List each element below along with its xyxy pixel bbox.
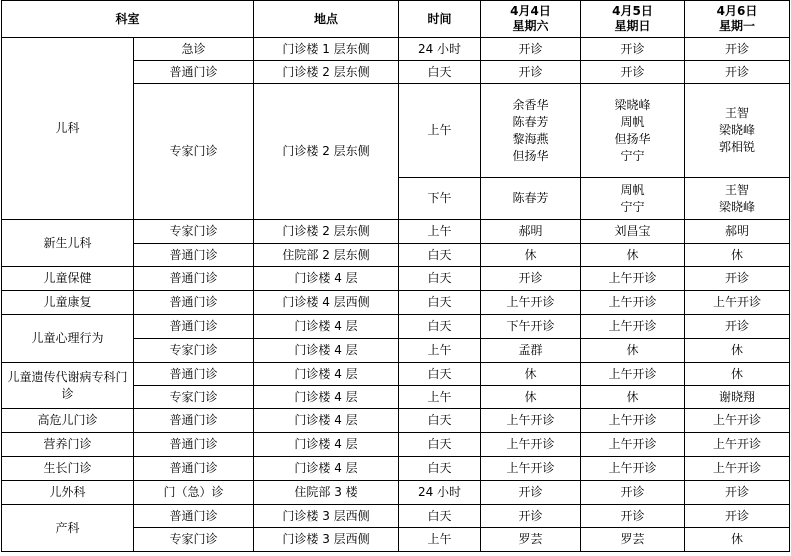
header-day-3 (685, 1, 790, 38)
clinic-location: 门诊楼 3 层西侧 (254, 528, 399, 552)
day-status: 上午开诊 (581, 457, 685, 481)
clinic-type: 普通门诊 (134, 433, 254, 457)
header-date: 4月6日 (716, 4, 758, 18)
clinic-time: 24 小时 (399, 481, 481, 505)
clinic-type: 专家门诊 (134, 528, 254, 552)
day-status: 休 (581, 339, 685, 363)
header-time: 时间 (399, 1, 481, 38)
clinic-time: 白天 (399, 433, 481, 457)
clinic-location: 门诊楼 4 层 (254, 339, 399, 363)
department-name: 营养门诊 (2, 433, 134, 457)
day-status: 上午开诊 (481, 457, 581, 481)
header-location: 地点 (254, 1, 399, 38)
day-status: 王智 梁晓峰 (685, 178, 790, 220)
day-status: 下午开诊 (481, 315, 581, 339)
department-name: 新生儿科 (2, 220, 134, 267)
clinic-time: 24 小时 (399, 38, 481, 61)
day-status: 开诊 (581, 38, 685, 61)
clinic-type: 普通门诊 (134, 363, 254, 386)
table-row (2, 505, 790, 528)
department-name: 儿童康复 (2, 291, 134, 315)
day-status: 上午开诊 (685, 409, 790, 433)
clinic-location: 门诊楼 4 层 (254, 363, 399, 386)
day-status: 休 (685, 528, 790, 552)
day-status: 开诊 (685, 61, 790, 84)
table-row (2, 291, 790, 315)
day-status: 上午开诊 (685, 291, 790, 315)
department-name: 生长门诊 (2, 457, 134, 481)
day-status: 开诊 (481, 61, 581, 84)
header-day-2 (581, 1, 685, 38)
clinic-location: 门诊楼 4 层 (254, 457, 399, 481)
clinic-location: 门诊楼 4 层 (254, 409, 399, 433)
clinic-time: 白天 (399, 457, 481, 481)
table-row (2, 433, 790, 457)
clinic-location: 门诊楼 2 层东侧 (254, 220, 399, 244)
day-status: 上午开诊 (685, 433, 790, 457)
clinic-location: 门诊楼 4 层 (254, 267, 399, 291)
day-status: 上午开诊 (581, 315, 685, 339)
header-row (2, 1, 790, 38)
table-row (2, 409, 790, 433)
clinic-time: 白天 (399, 267, 481, 291)
day-status: 开诊 (481, 38, 581, 61)
day-status: 开诊 (481, 505, 581, 528)
clinic-time: 白天 (399, 505, 481, 528)
day-status: 上午开诊 (481, 409, 581, 433)
table-row (2, 457, 790, 481)
clinic-type: 普通门诊 (134, 315, 254, 339)
clinic-location: 住院部 3 楼 (254, 481, 399, 505)
department-name: 儿童保健 (2, 267, 134, 291)
clinic-type: 专家门诊 (134, 220, 254, 244)
clinic-time: 上午 (399, 386, 481, 409)
clinic-location: 住院部 2 层东侧 (254, 244, 399, 267)
day-status: 上午开诊 (581, 267, 685, 291)
clinic-type: 普通门诊 (134, 267, 254, 291)
day-status: 休 (581, 386, 685, 409)
clinic-type: 专家门诊 (134, 386, 254, 409)
table-row (2, 220, 790, 244)
day-status: 上午开诊 (581, 291, 685, 315)
day-status: 郝明 (685, 220, 790, 244)
day-status: 王智 梁晓峰 郭相锐 (685, 84, 790, 178)
header-department: 科室 (2, 1, 254, 38)
day-status: 周帆 宁宁 (581, 178, 685, 220)
day-status: 谢晓翔 (685, 386, 790, 409)
day-status: 开诊 (581, 61, 685, 84)
clinic-time: 白天 (399, 363, 481, 386)
day-status: 郝明 (481, 220, 581, 244)
department-name: 产科 (2, 505, 134, 552)
day-status: 上午开诊 (581, 433, 685, 457)
day-status: 上午开诊 (481, 433, 581, 457)
day-status: 开诊 (685, 267, 790, 291)
day-status: 罗芸 (481, 528, 581, 552)
header-date: 4月5日 (612, 4, 653, 18)
clinic-time: 上午 (399, 84, 481, 178)
table-row (2, 38, 790, 61)
day-status: 开诊 (685, 38, 790, 61)
clinic-location: 门诊楼 4 层 (254, 386, 399, 409)
clinic-time: 白天 (399, 244, 481, 267)
clinic-type: 普通门诊 (134, 244, 254, 267)
department-name: 儿童遗传代谢病专科门诊 (2, 363, 134, 409)
department-name: 高危儿门诊 (2, 409, 134, 433)
clinic-time: 白天 (399, 61, 481, 84)
clinic-location: 门诊楼 2 层东侧 (254, 84, 399, 220)
clinic-time: 白天 (399, 315, 481, 339)
day-status: 上午开诊 (481, 291, 581, 315)
clinic-location: 门诊楼 4 层西侧 (254, 291, 399, 315)
clinic-type: 普通门诊 (134, 291, 254, 315)
day-status: 休 (685, 363, 790, 386)
table-row (2, 267, 790, 291)
clinic-location: 门诊楼 2 层东侧 (254, 61, 399, 84)
day-status: 孟群 (481, 339, 581, 363)
day-status: 上午开诊 (581, 409, 685, 433)
clinic-time: 下午 (399, 178, 481, 220)
header-weekday: 星期一 (719, 19, 756, 33)
clinic-type: 普通门诊 (134, 61, 254, 84)
day-status: 休 (481, 363, 581, 386)
clinic-type: 普通门诊 (134, 505, 254, 528)
clinic-location: 门诊楼 4 层 (254, 433, 399, 457)
clinic-location: 门诊楼 4 层 (254, 315, 399, 339)
day-status: 休 (481, 386, 581, 409)
day-status: 开诊 (581, 481, 685, 505)
clinic-time: 上午 (399, 220, 481, 244)
clinic-location: 门诊楼 3 层西侧 (254, 505, 399, 528)
day-status: 上午开诊 (581, 363, 685, 386)
day-status: 开诊 (685, 505, 790, 528)
department-name: 儿外科 (2, 481, 134, 505)
day-status: 开诊 (481, 481, 581, 505)
clinic-time: 上午 (399, 339, 481, 363)
day-status: 开诊 (581, 505, 685, 528)
day-status: 开诊 (685, 481, 790, 505)
clinic-schedule-table (1, 0, 790, 552)
clinic-location: 门诊楼 1 层东侧 (254, 38, 399, 61)
day-status: 刘昌宝 (581, 220, 685, 244)
day-status: 休 (581, 244, 685, 267)
day-status: 开诊 (685, 315, 790, 339)
table-row (2, 363, 790, 386)
department-name: 儿科 (2, 38, 134, 220)
day-status: 休 (685, 244, 790, 267)
day-status: 罗芸 (581, 528, 685, 552)
header-day-1 (481, 1, 581, 38)
table-row (2, 315, 790, 339)
clinic-type: 门（急）诊 (134, 481, 254, 505)
clinic-type: 专家门诊 (134, 84, 254, 220)
day-status: 余香华 陈春芳 黎海燕 但扬华 (481, 84, 581, 178)
clinic-type: 普通门诊 (134, 409, 254, 433)
table-row (2, 481, 790, 505)
day-status: 休 (481, 244, 581, 267)
clinic-type: 急诊 (134, 38, 254, 61)
clinic-time: 白天 (399, 291, 481, 315)
department-name: 儿童心理行为 (2, 315, 134, 363)
clinic-time: 白天 (399, 409, 481, 433)
clinic-time: 上午 (399, 528, 481, 552)
schedule-body (2, 38, 790, 552)
day-status: 陈春芳 (481, 178, 581, 220)
clinic-type: 普通门诊 (134, 457, 254, 481)
header-weekday: 星期日 (614, 19, 651, 33)
header-weekday: 星期六 (512, 19, 549, 33)
day-status: 开诊 (481, 267, 581, 291)
clinic-type: 专家门诊 (134, 339, 254, 363)
day-status: 休 (685, 339, 790, 363)
header-date: 4月4日 (510, 4, 551, 18)
day-status: 梁晓峰 周帆 但扬华 宁宁 (581, 84, 685, 178)
day-status: 上午开诊 (685, 457, 790, 481)
